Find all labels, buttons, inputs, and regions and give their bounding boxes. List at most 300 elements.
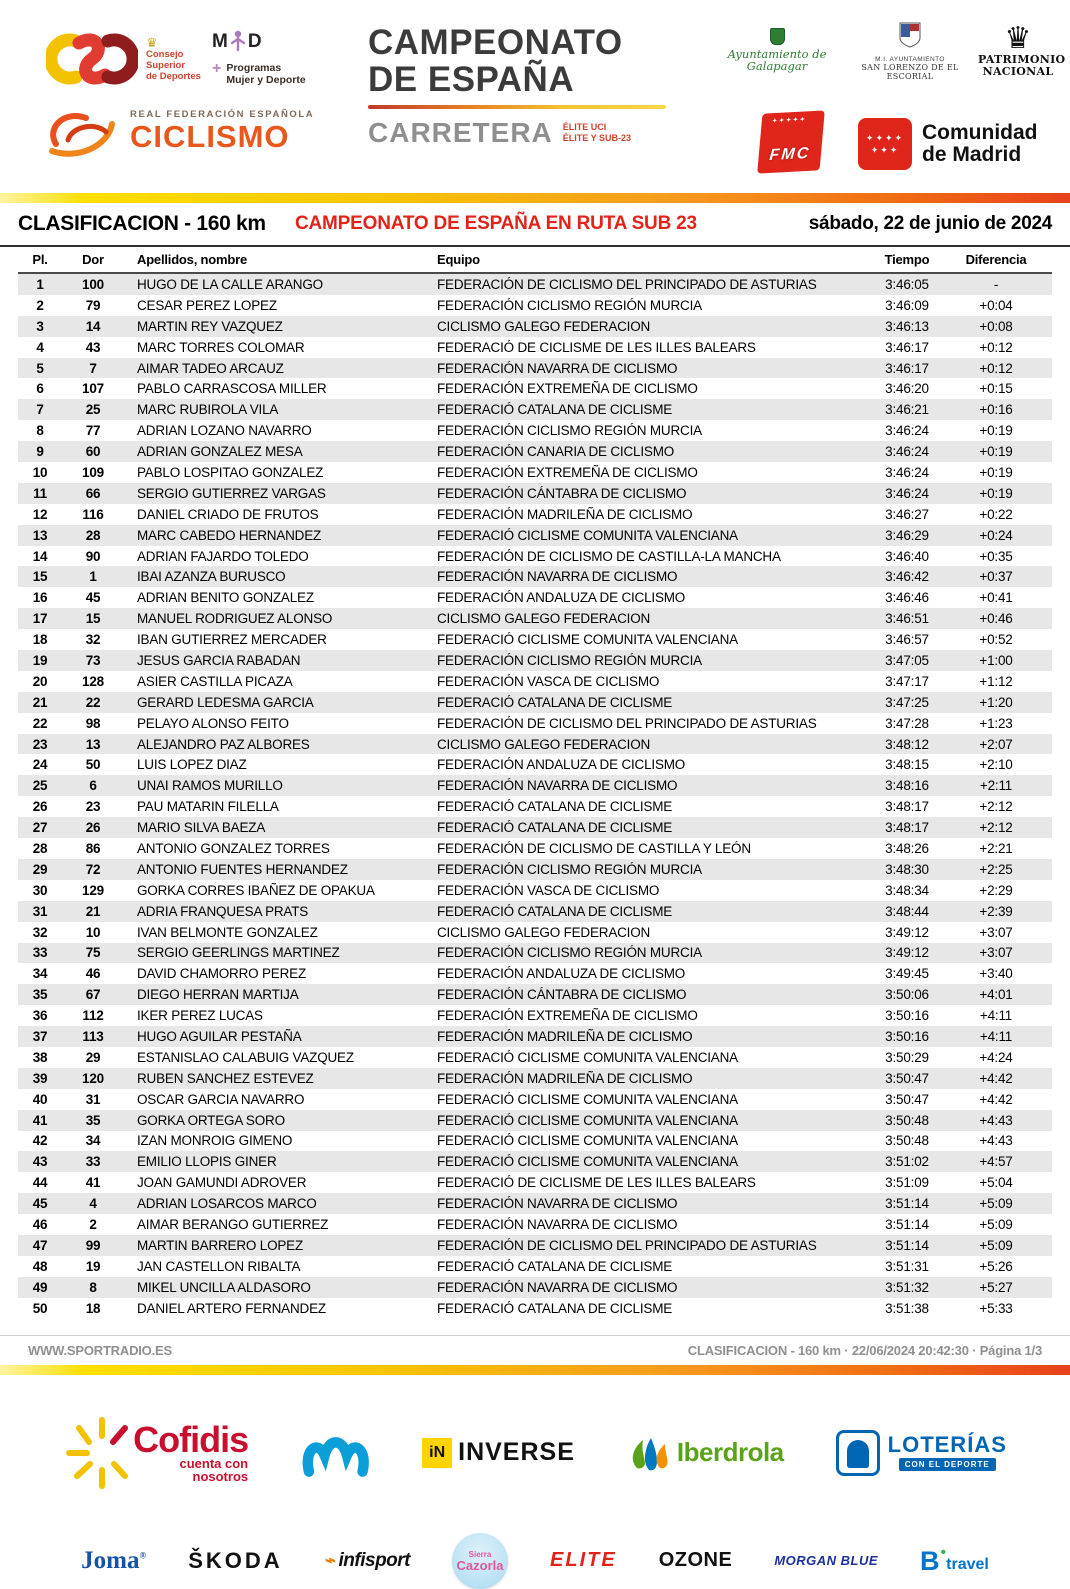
patrimonio-line1: PATRIMONIO <box>978 53 1066 66</box>
cell-diff: +2:12 <box>979 820 1013 836</box>
cell-diff: +2:11 <box>979 778 1013 794</box>
cell-pl: 35 <box>32 987 48 1003</box>
cell-name: PABLO CARRASCOSA MILLER <box>137 381 327 397</box>
cell-diff: +5:04 <box>979 1175 1013 1191</box>
cell-team: FEDERACIÓN MADRILEÑA DE CICLISMO <box>437 1029 693 1044</box>
cell-time: 3:51:09 <box>885 1175 929 1191</box>
table-row <box>18 943 1052 964</box>
cell-time: 3:46:21 <box>885 402 929 418</box>
cell-diff: +5:09 <box>979 1217 1013 1233</box>
cell-team: FEDERACIÓN EXTREMEÑA DE CICLISMO <box>437 464 698 480</box>
cell-pl: 20 <box>32 673 48 689</box>
cell-diff: +0:12 <box>979 360 1013 376</box>
cell-dor: 19 <box>85 1258 101 1274</box>
cell-dor: 22 <box>85 694 101 710</box>
race-date: sábado, 22 de junio de 2024 <box>808 213 1052 234</box>
table-row <box>18 692 1052 713</box>
cell-name: HUGO AGUILAR PESTAÑA <box>137 1029 302 1044</box>
table-row <box>18 650 1052 671</box>
cell-pl: 21 <box>32 694 48 710</box>
cell-dor: 72 <box>85 861 101 877</box>
cofidis-tagline1: cuenta con <box>179 1455 249 1471</box>
table-row <box>18 504 1052 525</box>
cell-time: 3:46:20 <box>885 381 929 397</box>
comunidad-madrid-logo <box>858 118 1038 170</box>
cell-team: FEDERACIÓN CÁNTABRA DE CICLISMO <box>437 485 687 501</box>
cell-diff: +4:42 <box>979 1091 1013 1107</box>
table-row <box>18 922 1052 943</box>
cell-team: FEDERACIÓN EXTREMEÑA DE CICLISMO <box>437 1008 698 1024</box>
cell-team: FEDERACIÓN DE CICLISMO DEL PRINCIPADO DE ASTURIAS <box>437 715 817 731</box>
btravel-logo: B • travel <box>920 1543 989 1576</box>
cell-team: FEDERACIÓN CICLISMO REGIÓN MURCIA <box>437 945 702 961</box>
cell-name: IBAI AZANZA BURUSCO <box>137 569 286 585</box>
cell-dor: 67 <box>85 987 101 1003</box>
table-row <box>18 1005 1052 1026</box>
csd-logo <box>46 30 201 88</box>
table-row <box>18 358 1052 379</box>
cell-pl: 3 <box>36 318 44 334</box>
cell-team: FEDERACIÓN ANDALUZA DE CICLISMO <box>437 966 686 982</box>
cell-team: FEDERACIÓN CICLISMO REGIÓN MURCIA <box>437 652 702 668</box>
cell-team: CICLISMO GALEGO FEDERACION <box>437 736 651 752</box>
cell-time: 3:51:14 <box>885 1237 929 1253</box>
cell-diff: +2:21 <box>979 840 1013 856</box>
cell-dor: 34 <box>85 1133 101 1149</box>
cell-team: FEDERACIÓN NAVARRA DE CICLISMO <box>437 1196 678 1212</box>
cell-pl: 14 <box>32 548 48 564</box>
table-row <box>18 1256 1052 1277</box>
cell-pl: 17 <box>32 611 48 627</box>
cell-name: GORKA CORRES IBAÑEZ DE OPAKUA <box>137 882 375 898</box>
myd-programs-line1: Programas <box>226 62 282 74</box>
table-row <box>18 1235 1052 1256</box>
cell-name: MARC CABEDO HERNANDEZ <box>137 527 322 543</box>
cell-dor: 26 <box>85 820 101 836</box>
table-row <box>18 483 1052 504</box>
cell-diff: +0:08 <box>979 318 1013 334</box>
cell-diff: +1:00 <box>979 652 1013 668</box>
rfec-name: CICLISMO <box>130 118 290 154</box>
cell-diff: +0:19 <box>979 444 1013 460</box>
cell-dor: 128 <box>82 673 104 689</box>
cell-time: 3:48:12 <box>885 736 929 752</box>
cell-name: SERGIO GUTIERREZ VARGAS <box>137 485 326 501</box>
table-row <box>18 1026 1052 1047</box>
table-row <box>18 1277 1052 1298</box>
cell-dor: 60 <box>85 444 101 460</box>
cell-diff: +0:24 <box>979 527 1013 543</box>
cell-pl: 44 <box>32 1175 48 1191</box>
table-row <box>18 1193 1052 1214</box>
cell-dor: 28 <box>85 527 101 543</box>
cell-name: ADRIAN LOSARCOS MARCO <box>137 1196 317 1212</box>
cell-pl: 48 <box>32 1258 48 1274</box>
cell-team: FEDERACIÓ DE CICLISME DE LES ILLES BALEARS <box>437 339 756 355</box>
cell-diff: +1:12 <box>979 673 1013 689</box>
cell-diff: +4:01 <box>979 987 1013 1003</box>
cell-time: 3:47:28 <box>885 715 929 731</box>
cell-time: 3:51:14 <box>885 1217 929 1233</box>
cell-pl: 46 <box>32 1217 48 1233</box>
cell-team: FEDERACIÓN NAVARRA DE CICLISMO <box>437 360 678 376</box>
cell-name: CESAR PEREZ LOPEZ <box>137 297 277 313</box>
cell-diff: +0:37 <box>979 569 1013 585</box>
csd-crown-icon: ♛ <box>146 34 158 50</box>
bottom-gradient-bar <box>0 1365 1070 1375</box>
cell-name: ADRIA FRANQUESA PRATS <box>137 903 309 919</box>
morgan-blue-logo: MORGAN BLUE <box>774 1553 879 1569</box>
cell-name: ANTONIO GONZALEZ TORRES <box>137 840 330 856</box>
myd-d: D <box>247 31 262 52</box>
cell-team: CICLISMO GALEGO FEDERACION <box>437 611 651 627</box>
cell-team: CICLISMO GALEGO FEDERACION <box>437 318 651 334</box>
cell-name: AIMAR BERANGO GUTIERREZ <box>137 1217 329 1233</box>
cell-pl: 18 <box>32 632 48 648</box>
cell-time: 3:51:14 <box>885 1196 929 1212</box>
table-row <box>18 984 1052 1005</box>
cell-time: 3:50:29 <box>885 1049 929 1065</box>
table-row <box>18 1110 1052 1131</box>
table-row <box>18 399 1052 420</box>
madrid-flag-icon: ✦✦✦✦ ✦✦✦ <box>858 118 912 170</box>
cell-pl: 39 <box>32 1070 48 1086</box>
cell-name: PELAYO ALONSO FEITO <box>137 715 289 731</box>
cell-team: FEDERACIÓ CICLISME COMUNITA VALENCIANA <box>437 1091 738 1107</box>
csd-name-line: de Deportes <box>146 70 201 82</box>
cell-time: 3:49:45 <box>885 966 929 982</box>
cell-dor: 129 <box>82 882 104 898</box>
cell-name: JOAN GAMUNDI ADROVER <box>137 1175 307 1191</box>
galapagar-shield-icon <box>770 28 785 45</box>
cell-team: FEDERACIÓ CATALANA DE CICLISME <box>437 694 673 710</box>
cell-team: FEDERACIÓ CICLISME COMUNITA VALENCIANA <box>437 1133 738 1149</box>
table-row <box>18 734 1052 755</box>
table-row <box>18 566 1052 587</box>
cell-name: JESUS GARCIA RABADAN <box>137 652 301 668</box>
cell-pl: 2 <box>36 297 44 313</box>
cell-time: 3:50:06 <box>885 987 929 1003</box>
table-row <box>18 1089 1052 1110</box>
iberdrola-logo <box>627 1432 784 1474</box>
loterias-tagline: CON EL DEPORTE <box>899 1458 996 1471</box>
cell-pl: 45 <box>32 1196 48 1212</box>
patrimonio-line2: NACIONAL <box>982 65 1054 78</box>
results-table <box>18 247 1052 1319</box>
cell-name: IKER PEREZ LUCAS <box>137 1008 263 1024</box>
cell-time: 3:46:29 <box>885 527 929 543</box>
cell-pl: 6 <box>36 381 44 397</box>
cell-diff: +4:43 <box>979 1112 1013 1128</box>
cofidis-sun-icon <box>63 1414 141 1492</box>
table-row <box>18 629 1052 650</box>
classification-title: CLASIFICACION - 160 km <box>18 212 266 235</box>
cell-time: 3:50:16 <box>885 1029 929 1044</box>
cell-team: CICLISMO GALEGO FEDERACION <box>437 924 651 940</box>
myd-programs-line2: Mujer y Deporte <box>226 74 306 86</box>
cell-pl: 22 <box>32 715 48 731</box>
cell-name: AIMAR TADEO ARCAUZ <box>137 360 284 376</box>
footer-strip <box>0 1335 1070 1365</box>
cell-name: GERARD LEDESMA GARCIA <box>137 694 314 710</box>
cell-time: 3:48:17 <box>885 820 929 836</box>
myd-plus-icon: + <box>212 60 222 77</box>
cell-pl: 16 <box>32 590 48 606</box>
table-row <box>18 796 1052 817</box>
table-row <box>18 901 1052 922</box>
cell-dor: 113 <box>82 1029 104 1044</box>
cell-time: 3:48:15 <box>885 757 929 773</box>
loterias-logo <box>836 1430 1007 1476</box>
cell-pl: 34 <box>32 966 48 982</box>
cell-dor: 99 <box>85 1237 101 1253</box>
cell-dor: 79 <box>85 297 101 313</box>
cell-pl: 38 <box>32 1049 48 1065</box>
madrid-line2: de Madrid <box>922 143 1022 166</box>
cell-dor: 21 <box>85 903 101 919</box>
cell-pl: 11 <box>33 485 47 501</box>
rfec-swoosh-icon <box>44 100 120 160</box>
cell-diff: - <box>993 276 999 292</box>
cell-dor: 29 <box>85 1049 101 1065</box>
cell-pl: 43 <box>32 1154 48 1170</box>
cell-time: 3:50:47 <box>885 1091 929 1107</box>
cell-dor: 75 <box>85 945 101 961</box>
cell-time: 3:46:09 <box>885 297 929 313</box>
cell-name: EMILIO LLOPIS GINER <box>137 1154 277 1170</box>
cell-team: FEDERACIÓN EXTREMEÑA DE CICLISMO <box>437 381 698 397</box>
cell-name: GORKA ORTEGA SORO <box>137 1112 285 1128</box>
cell-name: ADRIAN LOZANO NAVARRO <box>137 423 312 439</box>
cell-team: FEDERACIÓN CICLISMO REGIÓN MURCIA <box>437 297 702 313</box>
cell-diff: +2:07 <box>979 736 1013 752</box>
table-row <box>18 1068 1052 1089</box>
btravel-dot-icon: • <box>940 1543 947 1561</box>
cell-time: 3:50:47 <box>885 1070 929 1086</box>
cell-dor: 32 <box>85 632 101 648</box>
cell-team: FEDERACIÓN NAVARRA DE CICLISMO <box>437 1217 678 1233</box>
cell-diff: +1:23 <box>979 715 1013 731</box>
cell-name: ADRIAN GONZALEZ MESA <box>137 444 303 460</box>
table-row <box>18 587 1052 608</box>
cell-diff: +2:39 <box>979 903 1013 919</box>
cell-pl: 30 <box>32 882 48 898</box>
cell-diff: +0:12 <box>979 339 1013 355</box>
escorial-shield-icon <box>899 22 921 48</box>
table-row <box>18 1131 1052 1152</box>
cell-team: FEDERACIÓ CICLISME COMUNITA VALENCIANA <box>437 527 738 543</box>
csd-mark-icon <box>46 30 138 88</box>
cell-name: DIEGO HERRAN MARTIJA <box>137 987 299 1003</box>
cell-time: 3:46:24 <box>885 485 929 501</box>
table-row <box>18 274 1052 295</box>
escorial-line1: M.I. AYUNTAMIENTO <box>875 56 945 63</box>
cell-dor: 90 <box>85 548 101 564</box>
cell-name: IBAN GUTIERREZ MERCADER <box>137 632 327 648</box>
cell-team: FEDERACIÓN NAVARRA DE CICLISMO <box>437 1279 678 1295</box>
cell-diff: +4:24 <box>979 1049 1013 1065</box>
cell-name: HUGO DE LA CALLE ARANGO <box>137 276 323 292</box>
cell-dor: 100 <box>82 276 104 292</box>
cell-dor: 35 <box>85 1112 101 1128</box>
cell-name: MIKEL UNCILLA ALDASORO <box>137 1279 311 1295</box>
cell-team: FEDERACIÓN CÁNTABRA DE CICLISMO <box>437 987 687 1003</box>
cell-dor: 46 <box>85 966 101 982</box>
cell-time: 3:51:31 <box>885 1258 929 1274</box>
cell-diff: +0:04 <box>979 297 1013 313</box>
table-row <box>18 1298 1052 1319</box>
cell-dor: 50 <box>85 757 101 773</box>
cell-pl: 23 <box>32 736 48 752</box>
event-gradient-rule <box>368 105 666 109</box>
cell-dor: 14 <box>85 318 101 334</box>
fmc-logo <box>757 110 825 173</box>
cell-dor: 10 <box>85 924 101 940</box>
cell-diff: +1:20 <box>979 694 1013 710</box>
cell-name: ALEJANDRO PAZ ALBORES <box>137 736 310 752</box>
cell-name: MARC TORRES COLOMAR <box>137 339 305 355</box>
cell-name: JAN CASTELLON RIBALTA <box>137 1258 301 1274</box>
inverse-logo <box>422 1438 575 1468</box>
ozone-logo: OZONE <box>658 1549 733 1572</box>
cell-pl: 26 <box>32 799 48 815</box>
col-header-team: Equipo <box>437 252 480 267</box>
table-row <box>18 817 1052 838</box>
col-header-time: Tiempo <box>884 252 930 267</box>
cell-pl: 47 <box>32 1237 48 1253</box>
cell-dor: 2 <box>89 1217 97 1233</box>
cell-team: FEDERACIÓ DE CICLISME DE LES ILLES BALEARS <box>437 1175 756 1191</box>
cell-dor: 43 <box>85 339 101 355</box>
csd-name-line: Superior <box>146 59 186 71</box>
cell-time: 3:46:42 <box>885 569 929 585</box>
skoda-logo: ŠKODA <box>188 1547 283 1573</box>
table-row <box>18 963 1052 984</box>
cell-team: FEDERACIÓN DE CICLISMO DE CASTILLA Y LEÓN <box>437 840 751 856</box>
cell-dor: 33 <box>85 1154 101 1170</box>
cell-diff: +2:12 <box>979 799 1013 815</box>
cell-team: FEDERACIÓ CATALANA DE CICLISME <box>437 903 673 919</box>
fmc-label: FMC <box>768 144 812 165</box>
cell-time: 3:48:34 <box>885 882 929 898</box>
cell-diff: +2:29 <box>979 882 1013 898</box>
infisport-wing-icon: ⌁ <box>323 1549 337 1571</box>
cell-pl: 50 <box>32 1300 48 1316</box>
cell-name: ESTANISLAO CALABUIG VAZQUEZ <box>137 1049 354 1065</box>
cell-diff: +4:42 <box>979 1070 1013 1086</box>
cell-name: DANIEL ARTERO FERNANDEZ <box>137 1300 326 1316</box>
cell-dor: 41 <box>85 1175 101 1191</box>
cell-diff: +0:46 <box>979 611 1013 627</box>
cell-dor: 7 <box>89 360 97 376</box>
footer-website: WWW.SPORTRADIO.ES <box>28 1342 172 1358</box>
cell-time: 3:48:44 <box>885 903 929 919</box>
cell-pl: 36 <box>32 1008 48 1024</box>
cell-name: ASIER CASTILLA PICAZA <box>137 673 293 689</box>
infisport-logo: ⌁ infisport <box>323 1549 411 1571</box>
table-row <box>18 859 1052 880</box>
cofidis-logo <box>63 1414 248 1492</box>
cell-diff: +0:16 <box>979 402 1013 418</box>
cell-team: FEDERACIÓN CICLISMO REGIÓN MURCIA <box>437 423 702 439</box>
madrid-line1: Comunidad <box>922 121 1038 144</box>
cell-team: FEDERACIÓN CICLISMO REGIÓN MURCIA <box>437 861 702 877</box>
cell-time: 3:46:51 <box>885 611 929 627</box>
cell-team: FEDERACIÓN MADRILEÑA DE CICLISMO <box>437 506 693 522</box>
cell-time: 3:46:24 <box>885 464 929 480</box>
cofidis-label: Cofidis <box>133 1418 249 1460</box>
cell-dor: 86 <box>85 840 101 856</box>
cell-pl: 29 <box>32 861 48 877</box>
cell-pl: 28 <box>32 840 48 856</box>
cell-team: FEDERACIÓN ANDALUZA DE CICLISMO <box>437 757 686 773</box>
cell-dor: 6 <box>89 778 97 794</box>
myd-logo <box>212 30 306 86</box>
cell-diff: +4:11 <box>979 1008 1013 1024</box>
cell-team: FEDERACIÓ CATALANA DE CICLISME <box>437 402 673 418</box>
cell-team: FEDERACIÓN VASCA DE CICLISMO <box>437 673 660 689</box>
cell-pl: 5 <box>36 360 44 376</box>
cell-time: 3:48:30 <box>885 861 929 877</box>
col-header-diff: Diferencia <box>965 252 1027 267</box>
cell-diff: +0:19 <box>979 464 1013 480</box>
table-row <box>18 546 1052 567</box>
event-subtitle: CARRETERA <box>368 117 553 148</box>
cell-dor: 1 <box>89 569 97 585</box>
iberdrola-drops-icon <box>627 1432 671 1474</box>
cell-name: MANUEL RODRIGUEZ ALONSO <box>137 611 333 627</box>
cell-dor: 112 <box>82 1008 104 1024</box>
cell-time: 3:46:27 <box>885 506 929 522</box>
cell-dor: 23 <box>85 799 101 815</box>
galapagar-label: Ayuntamiento de Galapagar <box>727 47 827 73</box>
cell-dor: 73 <box>85 652 101 668</box>
loterias-label: LOTERÍAS <box>887 1432 1007 1458</box>
elite-logo: ELITE <box>550 1549 617 1572</box>
cell-name: UNAI RAMOS MURILLO <box>137 778 283 794</box>
event-title-line1: CAMPEONATO <box>368 23 623 62</box>
cell-name: RUBEN SANCHEZ ESTEVEZ <box>137 1070 314 1086</box>
table-header-row <box>18 247 1052 274</box>
cell-diff: +0:52 <box>979 632 1013 648</box>
table-row <box>18 1151 1052 1172</box>
cell-team: FEDERACIÓ CICLISME COMUNITA VALENCIANA <box>437 1154 738 1170</box>
cell-team: FEDERACIÓ CATALANA DE CICLISME <box>437 1258 673 1274</box>
table-row <box>18 316 1052 337</box>
table-row <box>18 608 1052 629</box>
cell-diff: +0:22 <box>979 506 1013 522</box>
cell-team: FEDERACIÓ CICLISME COMUNITA VALENCIANA <box>437 632 738 648</box>
myd-m: M <box>212 31 228 52</box>
event-tag2: ÉLITE Y SUB-23 <box>562 133 631 143</box>
cell-time: 3:46:05 <box>885 276 929 292</box>
table-row <box>18 713 1052 734</box>
cell-name: IZAN MONROIG GIMENO <box>137 1133 293 1149</box>
cell-name: SERGIO GEERLINGS MARTINEZ <box>137 945 340 961</box>
cell-team: FEDERACIÓ CATALANA DE CICLISME <box>437 1300 673 1316</box>
page-header <box>0 0 1070 193</box>
cell-team: FEDERACIÓN NAVARRA DE CICLISMO <box>437 569 678 585</box>
table-row <box>18 880 1052 901</box>
myd-person-icon <box>230 30 246 54</box>
cell-team: FEDERACIÓN DE CICLISMO DEL PRINCIPADO DE ASTURIAS <box>437 276 817 292</box>
escorial-line2: SAN LORENZO DE EL ESCORIAL <box>861 63 959 81</box>
cell-dor: 15 <box>85 611 101 627</box>
cell-pl: 37 <box>32 1029 48 1044</box>
results-body <box>18 274 1052 1319</box>
patrimonio-logo <box>978 22 1066 78</box>
cell-time: 3:51:32 <box>885 1279 929 1295</box>
